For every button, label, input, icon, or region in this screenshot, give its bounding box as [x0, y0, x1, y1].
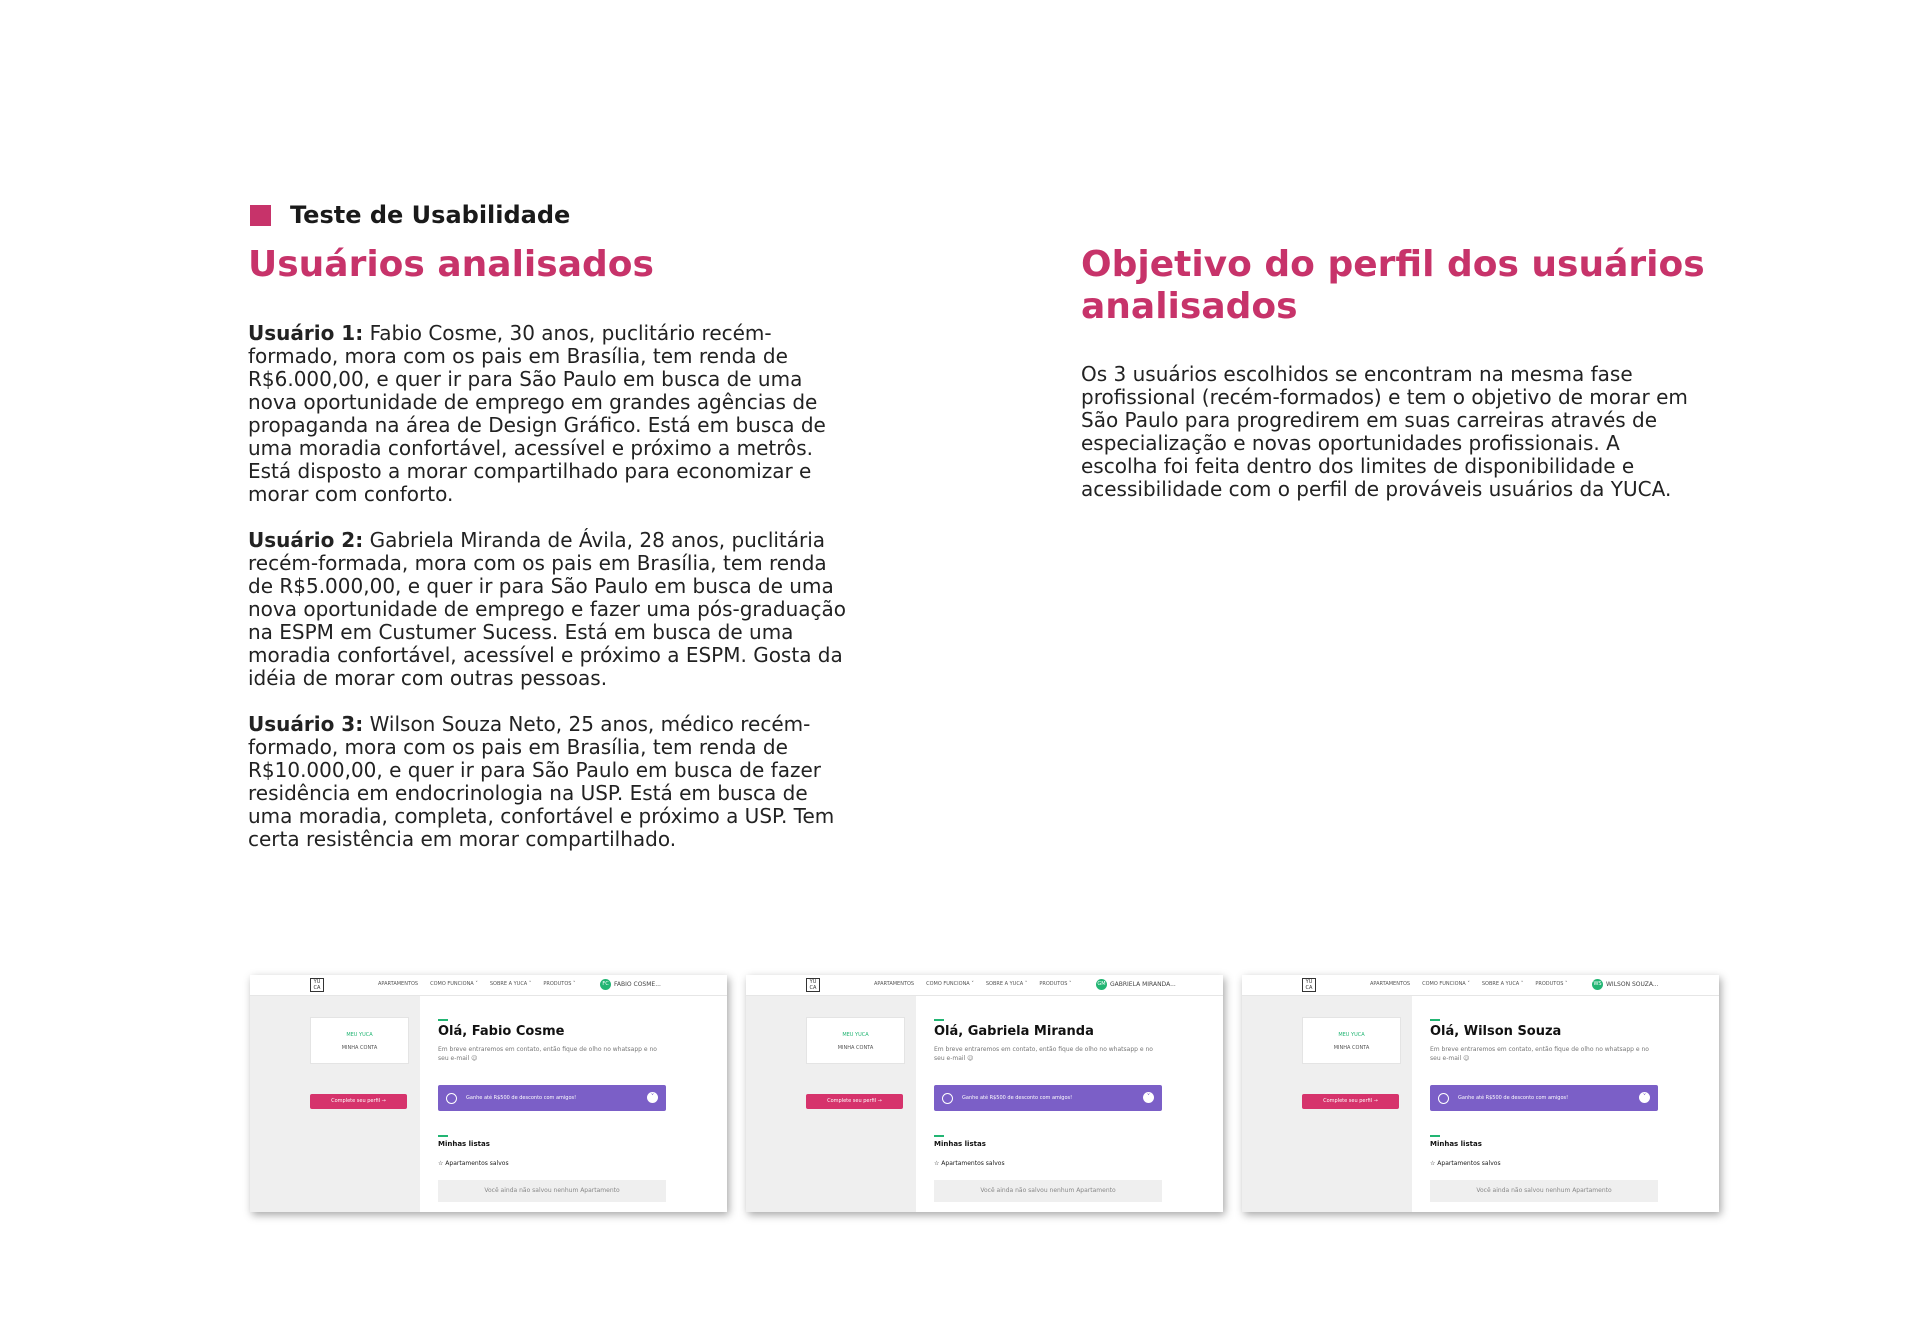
yuca-logo[interactable]: YU CA [1302, 978, 1316, 992]
sidebar-box [806, 1017, 905, 1064]
user-label: Usuário 1: [248, 321, 364, 345]
user-name: WILSON SOUZA... [1606, 981, 1659, 988]
avatar: GM [1096, 979, 1107, 990]
greeting-subtitle: Em breve entraremos em contato, então fique de olho no whatsapp e no seu e-mail 😉 [438, 1046, 657, 1062]
nav-links [874, 981, 1072, 987]
promo-banner[interactable] [934, 1085, 1162, 1111]
greeting: Olá, Wilson Souza [1430, 1024, 1562, 1039]
gift-icon [1438, 1093, 1449, 1104]
nav-link[interactable]: SOBRE A YUCA ˅ [489, 981, 532, 987]
user-name: FABIO COSME... [614, 981, 661, 988]
sidebar [1242, 996, 1412, 1212]
gift-icon [446, 1093, 457, 1104]
sidebar [250, 996, 420, 1212]
section-label: Teste de Usabilidade [290, 201, 571, 229]
screenshot-card [250, 975, 727, 1212]
promo-banner[interactable] [1430, 1085, 1658, 1111]
lists-title: Minhas listas [934, 1140, 986, 1148]
avatar: WS [1592, 979, 1603, 990]
user-menu[interactable] [600, 979, 661, 990]
nav-link[interactable]: APARTAMENTOS [874, 981, 915, 987]
complete-profile-button[interactable]: Complete seu perfil → [806, 1094, 903, 1109]
saved-apartments-link[interactable]: ☆ Apartamentos salvos [438, 1160, 509, 1167]
chevron-down-icon[interactable]: ˅ [647, 1092, 658, 1103]
nav-links [378, 981, 576, 987]
empty-state: Você ainda não salvou nenhum Apartamento [934, 1180, 1162, 1202]
greeting-subtitle: Em breve entraremos em contato, então fique de olho no whatsapp e no seu e-mail 😉 [1430, 1046, 1649, 1062]
user-name: GABRIELA MIRANDA... [1110, 981, 1176, 988]
sidebar-title: MEU YUCA [346, 1032, 373, 1038]
accent-line [1430, 1019, 1440, 1021]
saved-apartments-link[interactable]: ☆ Apartamentos salvos [1430, 1160, 1501, 1167]
section-tag [250, 201, 570, 229]
lists-title: Minhas listas [438, 1140, 490, 1148]
nav-link[interactable]: SOBRE A YUCA ˅ [985, 981, 1028, 987]
nav-bar [250, 975, 727, 996]
chevron-down-icon[interactable]: ˅ [1639, 1092, 1650, 1103]
nav-link[interactable]: APARTAMENTOS [378, 981, 419, 987]
nav-link[interactable]: SOBRE A YUCA ˅ [1481, 981, 1524, 987]
empty-state: Você ainda não salvou nenhum Apartamento [1430, 1180, 1658, 1202]
nav-link[interactable]: PRODUTOS ˅ [1535, 981, 1568, 987]
sidebar-box [1302, 1017, 1401, 1064]
sidebar-title: MEU YUCA [1338, 1032, 1365, 1038]
user-label: Usuário 2: [248, 528, 364, 552]
nav-bar [1242, 975, 1719, 996]
user-label: Usuário 3: [248, 712, 364, 736]
nav-link[interactable]: PRODUTOS ˅ [1039, 981, 1072, 987]
avatar: FC [600, 979, 611, 990]
sidebar-item-account[interactable]: MINHA CONTA [837, 1045, 874, 1051]
nav-link[interactable]: APARTAMENTOS [1370, 981, 1411, 987]
sidebar-item-account[interactable]: MINHA CONTA [1333, 1045, 1370, 1051]
saved-apartments-link[interactable]: ☆ Apartamentos salvos [934, 1160, 1005, 1167]
left-title: Usuários analisados [248, 244, 654, 285]
user-paragraph [248, 322, 848, 506]
user-paragraph [248, 713, 848, 851]
promo-banner[interactable] [438, 1085, 666, 1111]
user-text: Wilson Souza Neto, 25 anos, médico recém-formado, mora com os pais em Brasília, tem renda de R$10.000,00, e quer ir para São Paulo em busca de fazer residência em endocrinologia na USP. Está em busca de uma moradia, completa, confortável e próximo a USP. Tem certa resistência em morar compartilhado. [248, 712, 835, 851]
nav-link[interactable]: COMO FUNCIONA ˅ [1422, 981, 1470, 987]
gift-icon [942, 1093, 953, 1104]
yuca-logo[interactable]: YU CA [806, 978, 820, 992]
accent-line [934, 1019, 944, 1021]
user-text: Fabio Cosme, 30 anos, puclitário recém-formado, mora com os pais em Brasília, tem renda de R$6.000,00, e quer ir para São Paulo em busca de uma nova oportunidade de emprego em grandes agências de propaganda na área de Design Gráfico. Está em busca de uma moradia confortável, acessível e próximo a metrôs. Está disposto a morar compartilhado para economizar e morar com conforto. [248, 321, 826, 506]
sidebar-title: MEU YUCA [842, 1032, 869, 1038]
accent-line [438, 1019, 448, 1021]
right-title: Objetivo do perfil dos usuários analisados [1081, 244, 1705, 327]
section-square-icon [250, 205, 271, 226]
nav-links [1370, 981, 1568, 987]
sidebar-item-account[interactable]: MINHA CONTA [341, 1045, 378, 1051]
user-menu[interactable] [1096, 979, 1176, 990]
chevron-down-icon[interactable]: ˅ [1143, 1092, 1154, 1103]
empty-state: Você ainda não salvou nenhum Apartamento [438, 1180, 666, 1202]
user-menu[interactable] [1592, 979, 1659, 990]
accent-line [934, 1135, 944, 1137]
yuca-logo[interactable]: YU CA [310, 978, 324, 992]
greeting-subtitle: Em breve entraremos em contato, então fique de olho no whatsapp e no seu e-mail 😉 [934, 1046, 1153, 1062]
accent-line [438, 1135, 448, 1137]
nav-bar [746, 975, 1223, 996]
greeting: Olá, Fabio Cosme [438, 1024, 565, 1039]
greeting: Olá, Gabriela Miranda [934, 1024, 1094, 1039]
accent-line [1430, 1135, 1440, 1137]
sidebar [746, 996, 916, 1212]
promo-text: Ganhe até R$500 de desconto com amigos! [962, 1095, 1073, 1101]
sidebar-box [310, 1017, 409, 1064]
user-paragraph [248, 529, 848, 690]
nav-link[interactable]: COMO FUNCIONA ˅ [430, 981, 478, 987]
users-list [248, 322, 848, 874]
complete-profile-button[interactable]: Complete seu perfil → [1302, 1094, 1399, 1109]
nav-link[interactable]: PRODUTOS ˅ [543, 981, 576, 987]
user-text: Gabriela Miranda de Ávila, 28 anos, puclitária recém-formada, mora com os pais em Brasília, tem renda de R$5.000,00, e quer ir para São Paulo em busca de uma nova oportunidade de emprego e fazer uma pós-graduação na ESPM em Custumer Sucess. Está em busca de uma moradia confortável, acessível e próximo a ESPM. Gosta da idéia de morar com outras pessoas. [248, 528, 846, 690]
objective-paragraph: Os 3 usuários escolhidos se encontram na mesma fase profissional (recém-formados) e tem o objetivo de morar em São Paulo para progredirem em suas carreiras através de especialização e novas oportunidades profissionais. A escolha foi feita dentro dos limites de disponibilidade e acessibilidade com o perfil de prováveis usuários da YUCA. [1081, 362, 1688, 501]
complete-profile-button[interactable]: Complete seu perfil → [310, 1094, 407, 1109]
promo-text: Ganhe até R$500 de desconto com amigos! [1458, 1095, 1569, 1101]
nav-link[interactable]: COMO FUNCIONA ˅ [926, 981, 974, 987]
screenshot-card [746, 975, 1223, 1212]
lists-title: Minhas listas [1430, 1140, 1482, 1148]
promo-text: Ganhe até R$500 de desconto com amigos! [466, 1095, 577, 1101]
screenshot-card [1242, 975, 1719, 1212]
